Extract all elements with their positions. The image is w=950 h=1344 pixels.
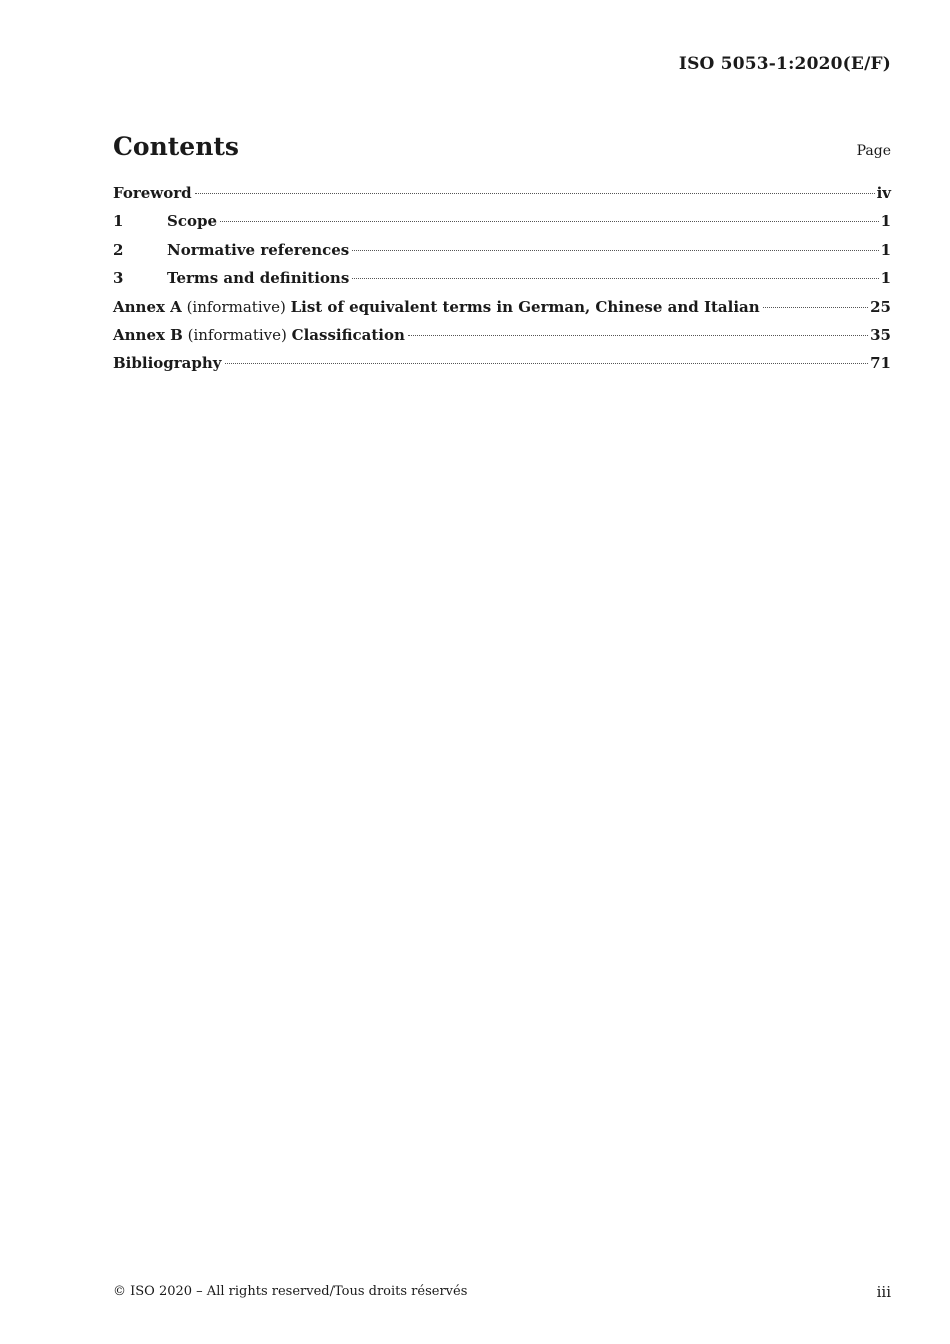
toc-entry-title[interactable]: Bibliography	[113, 354, 222, 373]
toc-entry-terms-and-definitions[interactable]	[113, 269, 891, 297]
toc-entry-page: 25	[870, 297, 891, 316]
contents-title: Contents	[113, 132, 240, 161]
copyright-notice: © ISO 2020 – All rights reserved/Tous droits réservés	[113, 1284, 468, 1299]
toc-leader-dots	[352, 278, 878, 279]
table-of-contents	[113, 184, 891, 383]
toc-leader-dots	[763, 307, 868, 308]
toc-entry-title: List of equivalent terms in German, Chinese and Italian	[290, 297, 760, 316]
toc-entry-text[interactable]	[113, 298, 760, 316]
toc-leader-dots	[352, 250, 878, 251]
toc-entry-number: 2	[113, 240, 124, 259]
toc-entry-normative-references[interactable]	[113, 241, 891, 269]
toc-entry-title[interactable]: Foreword	[113, 184, 192, 202]
toc-entry-title[interactable]: Normative references	[167, 240, 350, 259]
toc-entry-title[interactable]: Terms and definitions	[167, 269, 350, 288]
toc-entry-page: iv	[876, 184, 891, 202]
toc-entry-title[interactable]: Scope	[167, 212, 218, 231]
annex-prefix: Annex B	[113, 325, 183, 344]
toc-leader-dots	[220, 221, 879, 222]
contents-heading	[113, 132, 891, 161]
toc-entry-foreword[interactable]	[113, 184, 891, 212]
toc-leader-dots	[225, 363, 869, 364]
page-column-label: Page	[856, 143, 891, 159]
toc-entry-page: 1	[880, 269, 891, 288]
annex-prefix: Annex A	[113, 297, 182, 316]
toc-entry-page: 71	[870, 354, 891, 373]
toc-entry-title: Classification	[291, 325, 405, 344]
toc-entry-page: 1	[880, 240, 891, 259]
toc-entry-annex-a[interactable]	[113, 298, 891, 326]
toc-entry-annex-b[interactable]	[113, 326, 891, 354]
toc-leader-dots	[408, 335, 868, 336]
toc-entry-text[interactable]	[113, 326, 405, 344]
toc-entry-page: 35	[870, 325, 891, 344]
document-id: ISO 5053-1:2020(E/F)	[678, 54, 891, 74]
toc-entry-page: 1	[880, 212, 891, 231]
toc-leader-dots	[195, 193, 875, 194]
page-number: iii	[876, 1283, 891, 1301]
toc-entry-number: 1	[113, 212, 124, 231]
annex-qualifier: (informative)	[181, 297, 291, 316]
annex-qualifier: (informative)	[182, 325, 292, 344]
toc-entry-scope[interactable]	[113, 212, 891, 240]
toc-entry-bibliography[interactable]	[113, 354, 891, 382]
toc-entry-number: 3	[113, 269, 124, 288]
